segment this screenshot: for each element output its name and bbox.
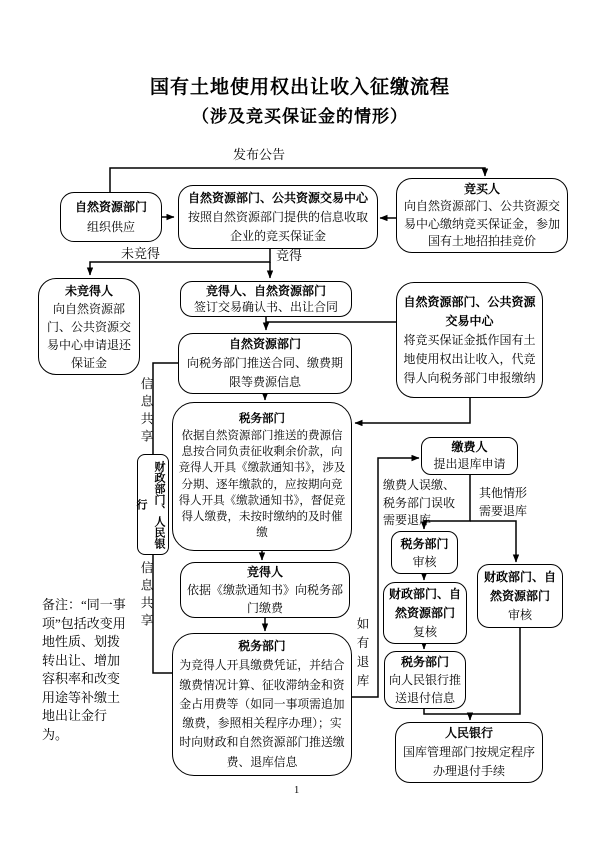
box-sign-contract — [180, 281, 352, 317]
label-refund-reason-mispaid: 缴费人误缴、税务部门误收需要退库 — [383, 478, 456, 527]
page-subtitle: （涉及竞买保证金的情形） — [192, 107, 408, 126]
label-info-share-bottom: 信息共享 — [139, 561, 153, 631]
box-bidder — [396, 178, 568, 253]
box-title: 竞得人、自然资源部门 — [205, 284, 326, 298]
box-title: 财政部门、自然资源部门 — [483, 569, 556, 603]
box-title: 自然资源部门 — [74, 200, 147, 214]
box-winner-pay — [180, 562, 350, 618]
box-body: 将竞买保证金抵作国有土地使用权出让收入，代竞得人向税务部门申报缴纳 — [403, 332, 536, 385]
box-body: 审核 — [507, 607, 532, 622]
label-if-refund: 如有退库 — [355, 617, 369, 693]
box-title: 人民银行 — [444, 726, 493, 740]
box-body: 向自然资源部门、公共资源交易中心缴纳竞买保证金，参加国有土地招拍挂竞价 — [403, 199, 560, 248]
box-title: 自然资源部门、公共资源交易中心 — [187, 190, 368, 205]
box-deposit-offset — [396, 282, 543, 398]
box-payer-refund-request — [421, 437, 518, 475]
page-title: 国有土地使用权出让收入征缴流程 — [149, 77, 450, 98]
box-body: 提出退库申请 — [433, 457, 506, 471]
box-finance-nr-recheck — [383, 582, 467, 644]
box-body: 向人民银行推送退付信息 — [388, 673, 461, 705]
box-natural-resources-supply — [60, 192, 162, 242]
box-body: 为竞得人开具缴费凭证，并结合缴费情况计算、征收滞纳金和资金占用费等（如同一事项需追加缴费，参照相关程序办理）；实时向财政和自然资源部门推送缴费、退库信息 — [179, 658, 345, 769]
label-not-won: 未竞得 — [121, 246, 161, 261]
box-body: 复核 — [412, 624, 437, 639]
box-body: 国库管理部门按规定程序办理退付手续 — [402, 745, 535, 778]
box-title: 财政部门、人民银行 — [135, 460, 165, 549]
box-title: 税务部门 — [239, 413, 285, 426]
box-finance-nr-review — [477, 564, 563, 628]
box-body: 按照自然资源部门提供的信息收取企业的竞买保证金 — [187, 209, 368, 243]
box-body: 签订交易确认书、出让合同 — [193, 300, 338, 314]
box-body: 依据《缴款通知书》向税务部门缴费 — [187, 583, 344, 615]
box-title: 竞买人 — [463, 181, 500, 196]
box-tax-collect — [172, 402, 352, 551]
box-push-fee-info — [178, 333, 352, 394]
box-title: 竞得人 — [246, 565, 283, 579]
box-tax-voucher — [172, 633, 352, 776]
box-not-won-person — [38, 278, 140, 375]
page-number: 1 — [294, 785, 300, 796]
label-info-share-top: 信息共享 — [139, 377, 153, 447]
box-center-collect-deposit — [178, 185, 378, 249]
label-publish-announcement: 发布公告 — [233, 147, 286, 162]
box-title: 自然资源部门、公共资源交易中心 — [403, 294, 536, 328]
footnote: 备注：“同一事项”包括改变用地性质、划拨转出让、增加容积率和改变用途等补缴土地出让金行为。 — [42, 597, 126, 742]
box-body: 向自然资源部门、公共资源交易中心申请退还保证金 — [46, 301, 131, 370]
box-tax-push-refund-info — [384, 651, 466, 709]
box-title: 税务部门 — [400, 536, 449, 551]
box-body: 审核 — [412, 554, 437, 569]
box-finance-pbc — [137, 454, 169, 555]
box-pbc-treasury — [395, 722, 543, 783]
label-refund-reason-other: 其他情形需要退库 — [479, 486, 528, 518]
box-title: 税务部门 — [238, 638, 286, 653]
box-title: 税务部门 — [400, 655, 449, 669]
box-body: 组织供应 — [86, 220, 135, 234]
box-title: 未竞得人 — [64, 283, 113, 298]
label-won: 竞得 — [276, 248, 303, 263]
box-title: 财政部门、自然资源部门 — [388, 586, 461, 620]
box-title: 自然资源部门 — [228, 337, 301, 351]
box-tax-review — [391, 531, 458, 574]
box-body: 依据自然资源部门推送的费源信息按合同负责征收剩余价款，向竞得人开具《缴款通知书》，涉及分期、逐年缴款的，应按期向竞得人开具《缴款通知书》，督促竞得人缴费，未按时缴纳的及时催缴 — [178, 429, 346, 540]
box-body: 向税务部门推送合同、缴费期限等费源信息 — [186, 356, 343, 389]
box-title: 缴费人 — [451, 440, 488, 454]
